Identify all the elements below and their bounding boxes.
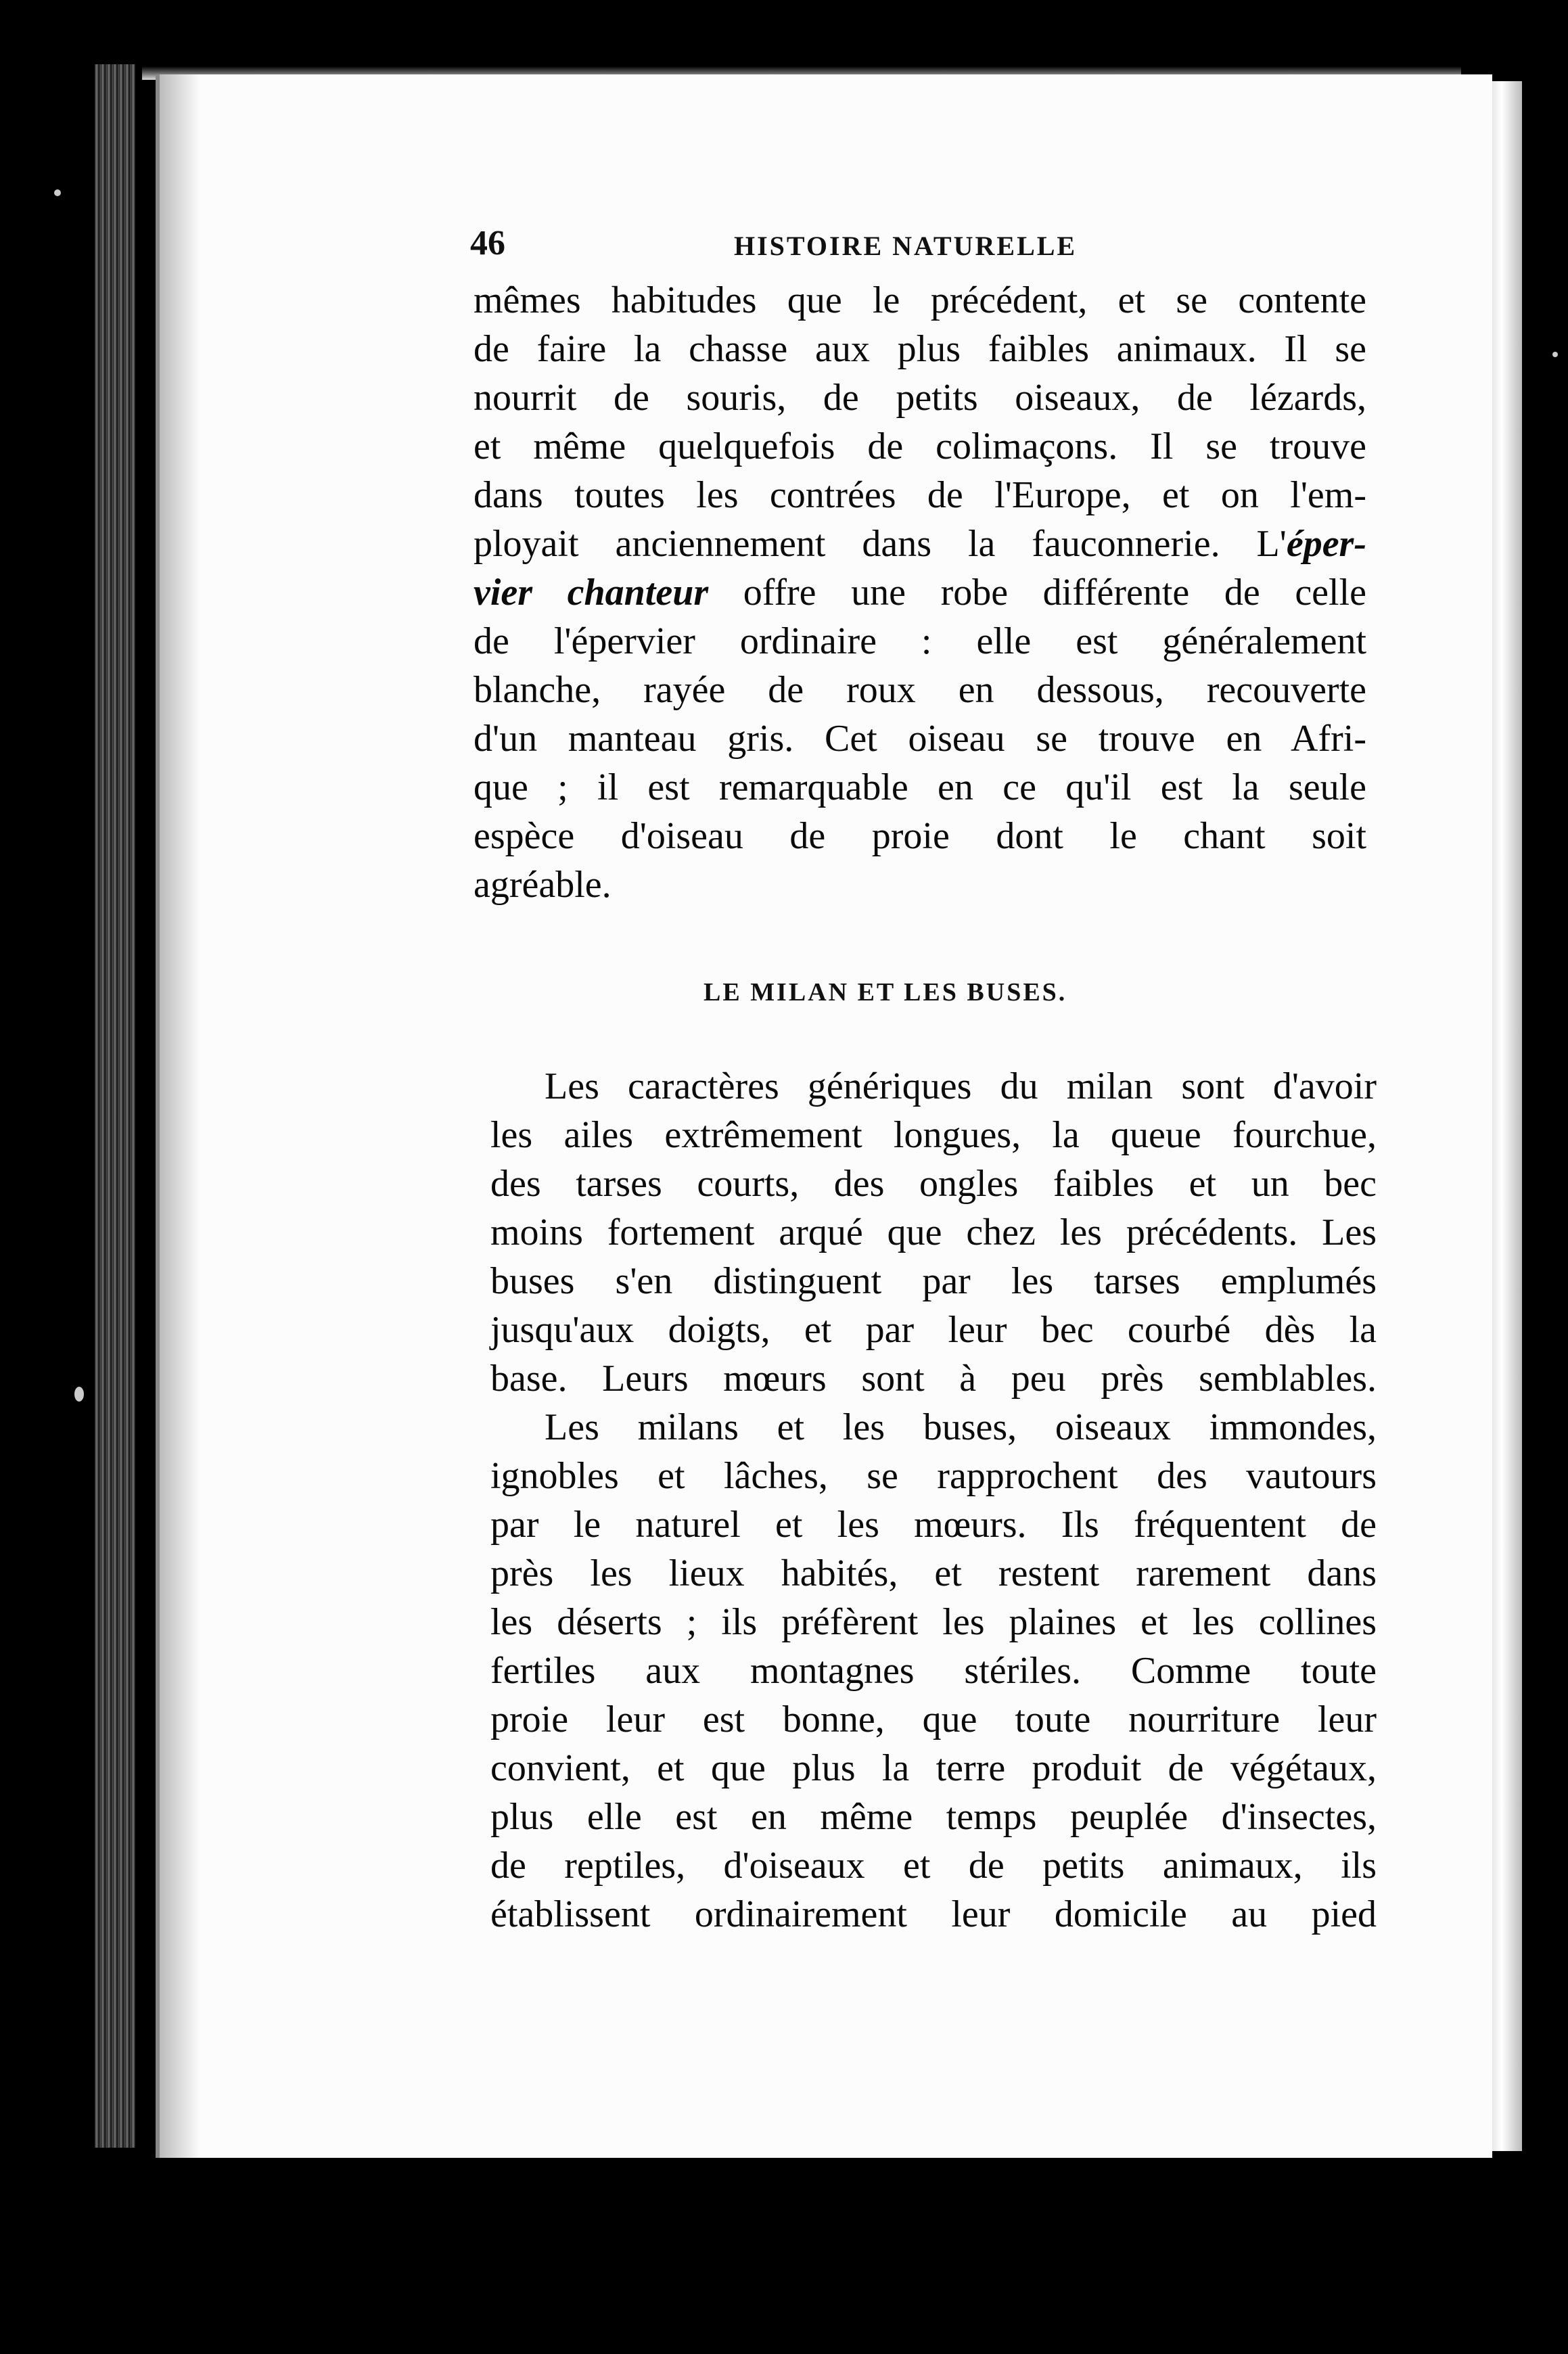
text-line: d'un manteau gris. Cet oiseau se trouve en Afri- bbox=[474, 718, 1366, 760]
text-line: jusqu'aux doigts, et par leur bec courbé dès la bbox=[490, 1309, 1377, 1351]
text-line: et même quelquefois de colimaçons. Il se trouve bbox=[474, 425, 1366, 467]
text-line: les ailes extrêmement longues, la queue fourchue, bbox=[490, 1114, 1377, 1156]
text-line-mixed bbox=[474, 568, 1366, 617]
text-line: établissent ordinairement leur domicile au pied bbox=[490, 1893, 1377, 1935]
text-line: buses s'en distinguent par les tarses emplumés bbox=[490, 1260, 1377, 1302]
text-line: fertiles aux montagnes stériles. Comme toute bbox=[490, 1650, 1377, 1692]
book-page-edges bbox=[95, 64, 135, 2148]
text-line-mixed bbox=[474, 520, 1366, 568]
text-line: mêmes habitudes que le précédent, et se contente bbox=[474, 279, 1366, 321]
text-line: près les lieux habités, et restent rarement dans bbox=[490, 1552, 1377, 1594]
page-number: 46 bbox=[470, 224, 505, 262]
scan-speck bbox=[74, 1387, 84, 1402]
paragraph-1 bbox=[474, 276, 1366, 909]
text-line: que ; il est remarquable en ce qu'il est la seule bbox=[474, 766, 1366, 808]
scan-speck bbox=[1552, 352, 1558, 357]
text-line: plus elle est en même temps peuplée d'insectes, bbox=[490, 1796, 1377, 1838]
text-line: de faire la chasse aux plus faibles animaux. Il se bbox=[474, 328, 1366, 370]
page-header bbox=[470, 223, 1099, 271]
text-line: convient, et que plus la terre produit de végétaux, bbox=[490, 1747, 1377, 1789]
text-line: des tarses courts, des ongles faibles et un bec bbox=[490, 1163, 1377, 1205]
scan-speck bbox=[54, 189, 61, 196]
text-line: Les caractères génériques du milan sont d'avoir bbox=[545, 1065, 1377, 1107]
text-line: dans toutes les contrées de l'Europe, et on l'em- bbox=[474, 474, 1366, 516]
italic-term: vier chanteur bbox=[474, 572, 709, 614]
text-line: Les milans et les buses, oiseaux immondes, bbox=[545, 1406, 1377, 1448]
section-title: LE MILAN ET LES BUSES. bbox=[704, 978, 1067, 1007]
text-line: blanche, rayée de roux en dessous, recouverte bbox=[474, 669, 1366, 711]
text-line: ignobles et lâches, se rapprochent des vautours bbox=[490, 1455, 1377, 1497]
text-line: proie leur est bonne, que toute nourriture leur bbox=[490, 1699, 1377, 1740]
gutter-shadow bbox=[160, 74, 200, 2158]
text-line: de reptiles, d'oiseaux et de petits animaux, ils bbox=[490, 1845, 1377, 1887]
running-head: HISTOIRE NATURELLE bbox=[734, 231, 1078, 261]
text-line: base. Leurs mœurs sont à peu près semblables. bbox=[490, 1358, 1377, 1400]
text-line: espèce d'oiseau de proie dont le chant soit bbox=[474, 815, 1366, 857]
text-line: par le naturel et les mœurs. Ils fréquentent de bbox=[490, 1504, 1377, 1546]
text-line: agréable. bbox=[474, 864, 612, 906]
text-line: moins fortement arqué que chez les précédents. Les bbox=[490, 1211, 1377, 1253]
paragraph-2-and-3 bbox=[490, 1062, 1377, 1939]
text-line: nourrit de souris, de petits oiseaux, de lézards, bbox=[474, 377, 1366, 419]
facing-page-edge bbox=[1488, 81, 1522, 2151]
text-segment: offre une robe différente de celle bbox=[708, 572, 1366, 614]
italic-term: éper- bbox=[1286, 523, 1366, 565]
text-segment: ployait anciennement dans la fauconnerie. L' bbox=[474, 523, 1287, 565]
text-line: les déserts ; ils préfèrent les plaines et les collines bbox=[490, 1601, 1377, 1643]
text-line: de l'épervier ordinaire : elle est généralement bbox=[474, 620, 1366, 662]
